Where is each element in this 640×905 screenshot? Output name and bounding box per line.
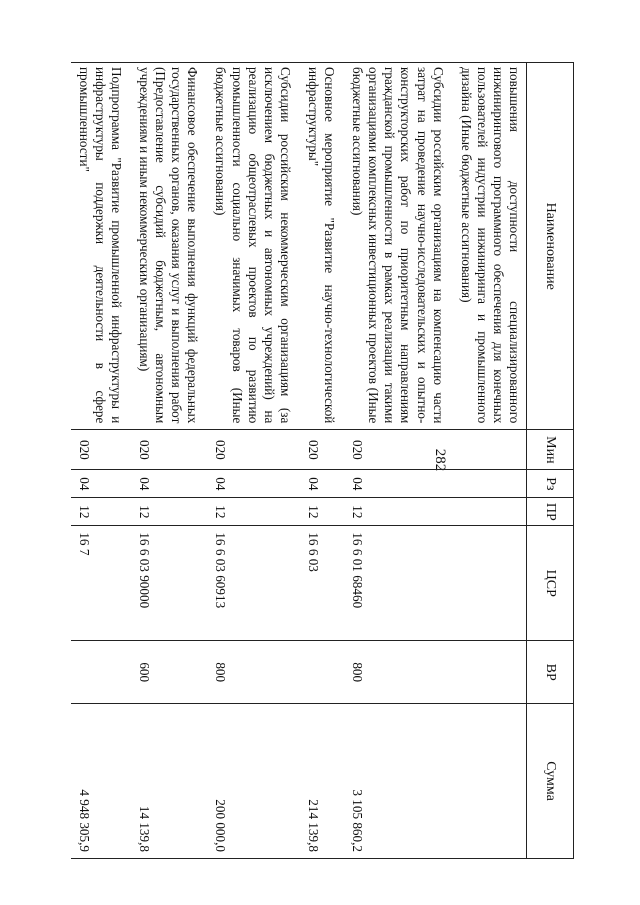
row-csr: 16 6 01 68460 bbox=[344, 526, 453, 641]
row-min: 020 bbox=[207, 430, 299, 470]
header-pr: ПР bbox=[527, 498, 574, 526]
row-sum: 3 105 860,2 bbox=[344, 704, 453, 859]
table-row bbox=[207, 63, 299, 859]
row-vr bbox=[71, 641, 131, 704]
row-name: Подпрограмма "Развитие промышленной инфраструктуры и инфраструктуры поддержки деятельности в сфере промышленности" bbox=[71, 63, 131, 430]
row-pr: 12 bbox=[131, 498, 207, 526]
row-csr: 16 6 03 90000 bbox=[131, 526, 207, 641]
header-min: Мин bbox=[527, 430, 574, 470]
row-pr: 12 bbox=[207, 498, 299, 526]
header-csr: ЦСР bbox=[527, 526, 574, 641]
table-row bbox=[453, 63, 527, 859]
row-name: Финансовое обеспечение выполнения функций федеральных государственных органов, оказания услуг и выполнения работ (Предоставление субсидий бюджетным, автономным учреждениям и иным некоммерческим организациям) bbox=[131, 63, 207, 430]
row-sum: 214 139,8 bbox=[300, 704, 344, 859]
row-min: 020 bbox=[71, 430, 131, 470]
row-pr: 12 bbox=[300, 498, 344, 526]
row-min: 020 bbox=[300, 430, 344, 470]
row-rz: 04 bbox=[207, 470, 299, 498]
row-vr: 800 bbox=[207, 641, 299, 704]
table-header-row bbox=[527, 63, 574, 859]
row-min bbox=[453, 430, 527, 470]
budget-table bbox=[71, 62, 574, 859]
row-sum: 4 948 305,9 bbox=[71, 704, 131, 859]
row-rz bbox=[453, 470, 527, 498]
row-csr bbox=[453, 526, 527, 641]
row-csr: 16 6 03 60913 bbox=[207, 526, 299, 641]
row-pr bbox=[453, 498, 527, 526]
row-rz: 04 bbox=[344, 470, 453, 498]
page-number: 282 bbox=[432, 448, 448, 472]
table-row bbox=[300, 63, 344, 859]
row-vr: 800 bbox=[344, 641, 453, 704]
table-row bbox=[131, 63, 207, 859]
row-rz: 04 bbox=[131, 470, 207, 498]
row-sum: 200 000,0 bbox=[207, 704, 299, 859]
row-pr: 12 bbox=[71, 498, 131, 526]
row-name: Субсидии российским организациям на компенсацию части затрат на проведение научно-исследовательских и опытно-конструкторских работ по приоритетным направлениям гражданской промышленности в рамках реализации такими организациями комплексных инвестиционных проектов (Иные бюджетные ассигнования) bbox=[344, 63, 453, 430]
row-min: 020 bbox=[131, 430, 207, 470]
row-csr: 16 7 bbox=[71, 526, 131, 641]
table-row bbox=[71, 63, 131, 859]
row-name: повышения доступности специализированного инжинирингового программного обеспечения для конечных пользователей индустрии инжиниринга и промышленного дизайна (Иные бюджетные ассигнования) bbox=[453, 63, 527, 430]
header-vr: ВР bbox=[527, 641, 574, 704]
row-sum bbox=[453, 704, 527, 859]
row-vr bbox=[453, 641, 527, 704]
row-vr: 600 bbox=[131, 641, 207, 704]
header-sum: Сумма bbox=[527, 704, 574, 859]
header-name: Наименование bbox=[527, 63, 574, 430]
table-row bbox=[344, 63, 453, 859]
row-rz: 04 bbox=[71, 470, 131, 498]
header-rz: Рз bbox=[527, 470, 574, 498]
row-rz: 04 bbox=[300, 470, 344, 498]
row-csr: 16 6 03 bbox=[300, 526, 344, 641]
row-name: Основное мероприятие "Развитие научно-технологической инфраструктуры" bbox=[300, 63, 344, 430]
row-pr: 12 bbox=[344, 498, 453, 526]
row-name: Субсидии российским некоммерческим организациям (за исключением бюджетных и автономных учреждений) на реализацию общеотраслевых проектов по развитию промышленности социально значимых товаров (Иные бюджетные ассигнования) bbox=[207, 63, 299, 430]
row-sum: 14 139,8 bbox=[131, 704, 207, 859]
row-vr bbox=[300, 641, 344, 704]
row-min: 020 bbox=[344, 430, 453, 470]
